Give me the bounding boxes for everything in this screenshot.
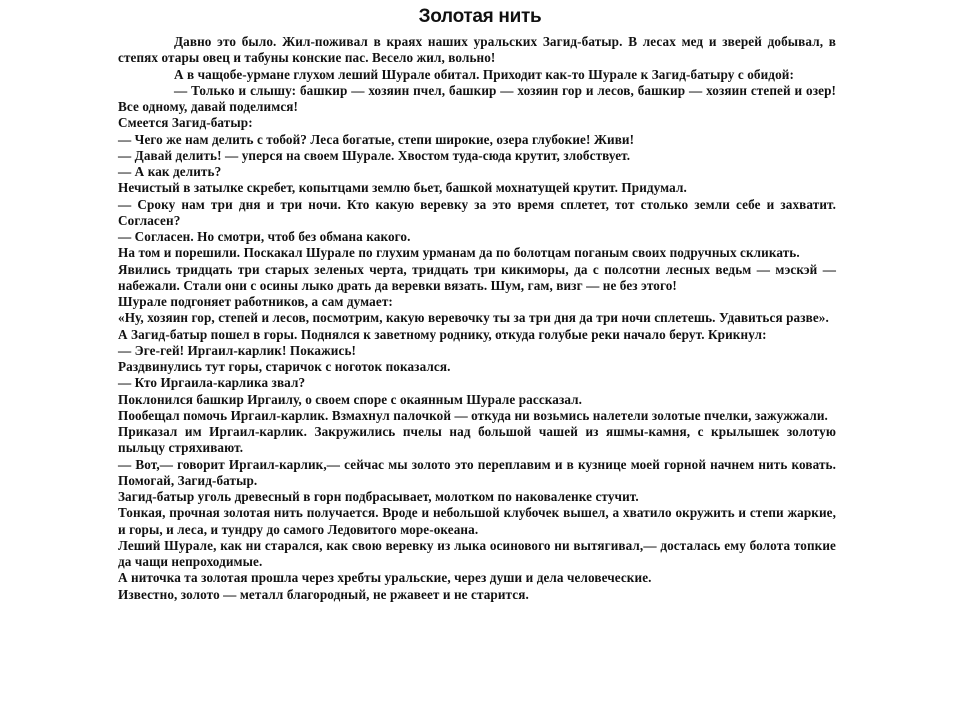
paragraph: Нечистый в затылке скребет, копытцами землю бьет, башкой мохнатущей крутит. Придумал. (118, 180, 687, 196)
paragraph: Смеется Загид-батыр: (118, 115, 253, 131)
paragraph: Шурале подгоняет работников, а сам думает: (118, 294, 393, 309)
paragraph: — Давай делить! — уперся на своем Шурале. Хвостом туда-сюда крутит, злобствует. (118, 147, 631, 163)
paragraph: — Кто Иргаила-карлика звал? (118, 375, 306, 391)
paragraph: На том и порешили. Поскакал Шурале по глухим урманам да по болотцам поганым своих подручных скликать. (118, 245, 800, 261)
paragraph: А Загид-батыр пошел в горы. Поднялся к заветному роднику, откуда голубые реки начало берут. Крикнул: (118, 326, 767, 342)
paragraph: «Ну, хозяин гор, степей и лесов, посмотрим, какую веревочку ты за три дня да три ночи сплетешь. Удавиться разве». (118, 310, 829, 326)
paragraph: — Сроку нам три дня и три ночи. Кто какую веревку за это время сплетет, тот столько земли себе и захватит. Согласен? (118, 196, 836, 228)
paragraph: — Чего же нам делить с тобой? Леса богатые, степи широкие, озера глубокие! Живи! (118, 131, 635, 147)
page-title: Золотая нить (418, 6, 542, 27)
paragraph: А ниточка та золотая прошла через хребты уральские, через души и дела человеческие. (118, 570, 652, 586)
paragraph: Загид-батыр уголь древесный в горн подбрасывает, молотком по наковаленке стучит. (118, 489, 639, 504)
paragraph: Поклонился башкир Иргаилу, о своем споре с окаянным Шурале рассказал. (118, 391, 583, 407)
story-text (118, 34, 836, 603)
paragraph: Явились тридцать три старых зеленых черта, тридцать три кикиморы, да с полсотни лесных ведьм — мэскэй — набежали. Стали они с осины лыко драть да веревки вязать. Шум, гам, визг — не без этого! (118, 261, 836, 293)
paragraph: — А как делить? (118, 164, 222, 179)
paragraph: Тонкая, прочная золотая нить получается. Вроде и небольшой клубочек вышел, а хватило окружить и степи жаркие, и горы, и леса, и тундру до самого Ледовитого море-океана. (118, 505, 836, 537)
paragraph: Пообещал помочь Иргаил-карлик. Взмахнул палочкой — откуда ни возьмись налетели золотые пчелки, зажужжали. (118, 407, 828, 423)
paragraph: Приказал им Иргаил-карлик. Закружились пчелы над большой чашей из яшмы-камня, с крылышек золотую пыльцу стряхивают. (118, 424, 836, 456)
paragraph: Леший Шурале, как ни старался, как свою веревку из лыка осинового ни вытягивал,— досталась ему болота топкие да чащи непроходимые. (118, 537, 836, 569)
paragraph: Раздвинулись тут горы, старичок с ноготок показался. (118, 359, 451, 374)
paragraph: Известно, золото — металл благородный, не ржавеет и не старится. (118, 586, 529, 602)
paragraph: — Согласен. Но смотри, чтоб без обмана какого. (118, 229, 411, 244)
paragraph: — Вот,— говорит Иргаил-карлик,— сейчас мы золото это переплавим и в кузнице моей горной начнем нить ковать. Помогай, Загид-батыр. (118, 456, 836, 488)
paragraph: — Только и слышу: башкир — хозяин пчел, башкир — хозяин гор и лесов, башкир — хозяин степей и озер! Все одному, давай поделимся! (118, 82, 836, 114)
paragraph: А в чащобе-урмане глухом леший Шурале обитал. Приходит как-то Шурале к Загид-батыру с обидой: (174, 66, 794, 82)
paragraph: — Эге-гей! Иргаил-карлик! Покажись! (118, 342, 357, 358)
paragraph: Давно это было. Жил-поживал в краях наших уральских Загид-батыр. В лесах мед и зверей добывал, в степях отары овец и табуны конские пас. Весело жил, вольно! (118, 34, 836, 66)
